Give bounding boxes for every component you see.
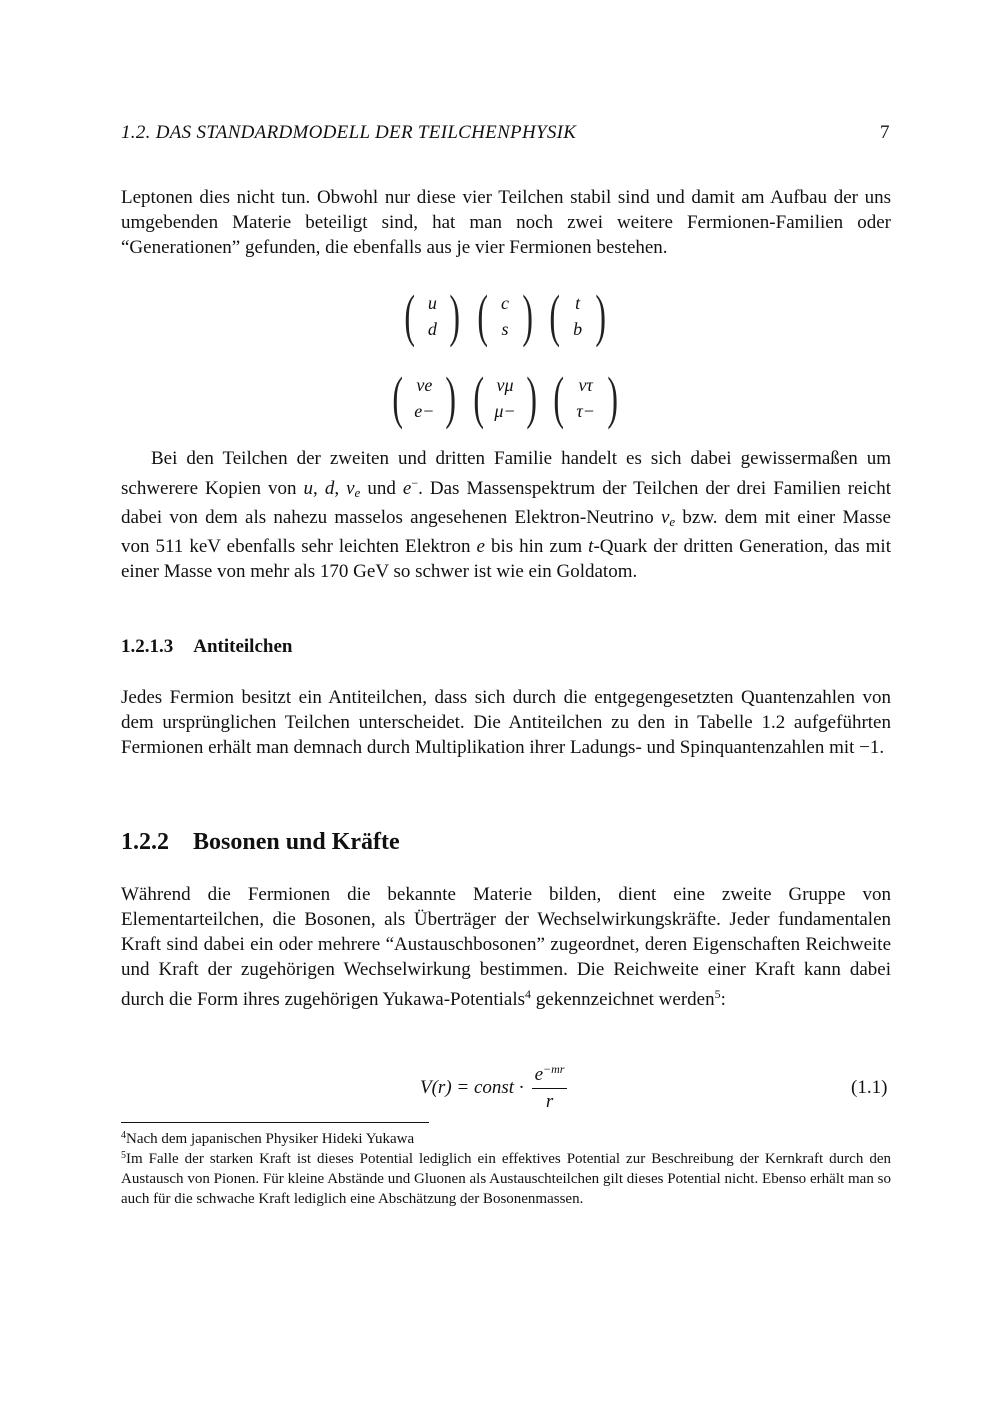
lepton-electron: e− (414, 401, 435, 421)
lepton-nu-tau: ντ (578, 375, 593, 395)
section-heading-antiteilchen: 1.2.1.3 Antiteilchen (121, 636, 293, 657)
quark-c: c (501, 293, 509, 313)
footnote-5: $^5$Im Falle der starken Kraft ist dieses Potential lediglich ein effektives Potential zur Beschreibung der Kernkraft durch den Austausch von Pionen. Für kleine Abstände und Gluonen als Austauschteilchen gilt dieses Potential nicht. Ebenso erhält man so auch für die schwache Kraft lediglich eine Abschätzung der Bosonenmassen. (121, 1150, 891, 1207)
lepton-doublet-2: ( νμ μ− ) (473, 365, 537, 430)
equation-fraction: $\frac{e^{-mr}}{r}$ (532, 1062, 568, 1113)
quark-t: t (575, 293, 581, 313)
lepton-muon: μ− (494, 401, 516, 421)
lepton-doublet-1: ( νe e− ) (392, 365, 457, 430)
families-paragraph: Bei den Teilchen der zweiten und dritten Familie handelt es sich dabei gewissermaßen um schwerere Kopien von u, d, $\nu_e$ und e−. Das Massenspektrum der Teilchen der drei Familien reicht dabei von dem als nahezu masselos angesehenen Elektron-Neutrino $\nu_e$ bzw. dem mit einer Masse von 511 keV ebenfalls sehr leichten Elektron e bis hin zum t-Quark der dritten Generation, das mit einer Masse von mehr als 170 GeV so schwer ist wie ein Goldatom. (121, 448, 892, 582)
quark-s: s (501, 319, 509, 339)
section-heading-bosonen: 1.2.2 Bosonen und Kräfte (121, 829, 400, 855)
quark-d: d (427, 319, 437, 339)
intro-paragraph: Leptonen dies nicht tun. Obwohl nur diese vier Teilchen stabil sind und damit am Aufbau der uns umgebenden Materie beteiligt sind, hat man noch zwei weitere Fermionen-Familien oder “Generationen” gefunden, die ebenfalls aus je vier Fermionen bestehen. (121, 187, 891, 258)
lepton-doublet-3: ( ντ τ− ) (553, 365, 618, 430)
quark-doublet-3: ( t b ) (549, 283, 606, 348)
quark-doublets (0, 283, 1000, 348)
lepton-doublets (0, 365, 1000, 430)
running-header: 1.2. DAS STANDARDMODELL DER TEILCHENPHYSIK (121, 122, 577, 143)
footnote-4: $^4$Nach dem japanischen Physiker Hideki Yukawa (121, 1130, 415, 1147)
page-number: 7 (880, 122, 890, 143)
footnote-ref-5: 5 (714, 987, 721, 1001)
quark-doublet-2: ( c s ) (477, 283, 533, 348)
bosonen-paragraph: Während die Fermionen die bekannte Materie bilden, dient eine zweite Gruppe von Elementarteilchen, die Bosonen, als Überträger der Wechselwirkungskräfte. Jeder fundamentalen Kraft sind dabei ein oder mehrere “Austauschbosonen” zugeordnet, deren Eigenschaften Reichweite und Kraft der zugehörigen Wechselwirkung bestimmen. Die Reichweite einer Kraft kann dabei durch die Form ihres zugehörigen Yukawa-Potentials$^4$ gekennzeichnet werden$^5$: (121, 884, 891, 1010)
footnote-rule (121, 1122, 429, 1123)
lepton-nu-mu: νμ (496, 375, 514, 395)
quark-u: u (427, 293, 437, 313)
equation-number: (1.1) (851, 1077, 888, 1098)
yukawa-equation: V(r) = const · $\frac{e^{-mr}}{r}$ (420, 1062, 567, 1113)
footnote-ref-4: 4 (525, 987, 532, 1001)
quark-b: b (573, 319, 583, 339)
lepton-nu-e: νe (416, 375, 433, 395)
quark-doublet-1: ( u d ) (404, 283, 461, 348)
antiteilchen-paragraph: Jedes Fermion besitzt ein Antiteilchen, dass sich durch die entgegengesetzten Quantenzahlen von dem ursprünglichen Teilchen unterscheidet. Die Antiteilchen zu den in Tabelle 1.2 aufgeführten Fermionen erhält man demnach durch Multiplikation ihrer Ladungs- und Spinquantenzahlen mit −1. (121, 687, 891, 758)
lepton-tau: τ− (576, 401, 595, 421)
